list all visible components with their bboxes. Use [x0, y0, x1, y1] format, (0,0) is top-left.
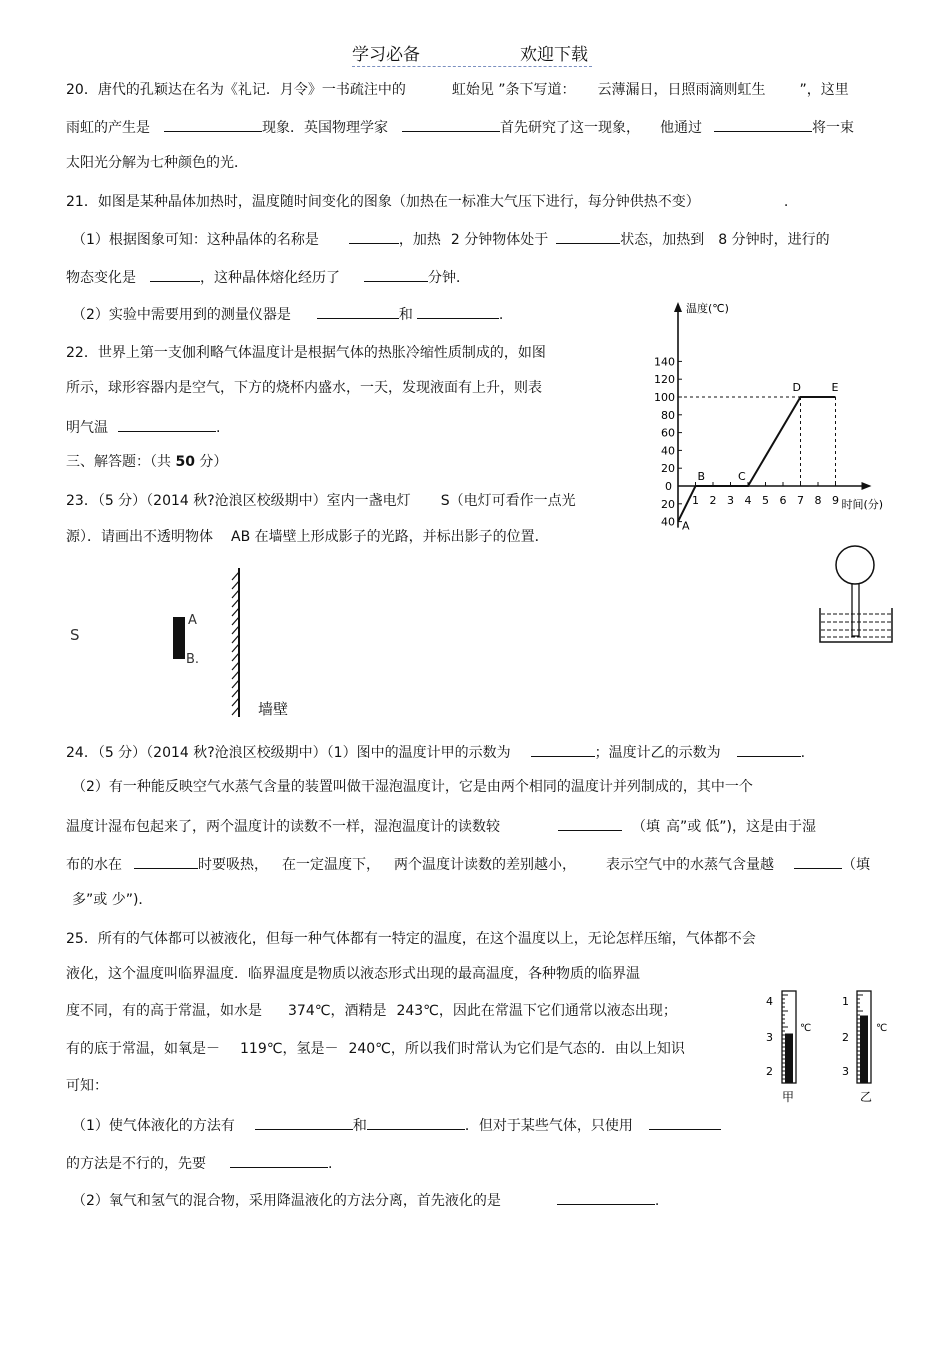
- shadow-diagram: [60, 562, 320, 727]
- object-ab: [173, 617, 185, 659]
- answer-blank[interactable]: [402, 116, 500, 132]
- x-axis-arrow: [862, 482, 872, 490]
- thermometer-jia: [766, 991, 811, 1104]
- galileo-thermometer: [812, 542, 902, 647]
- y-tick-label: 20: [661, 462, 675, 476]
- q20-line2: 雨虹的产生是 现象．英国物理学家 首先研究了这一现象， 他通过 将一束: [66, 116, 854, 138]
- answer-blank[interactable]: [794, 853, 842, 869]
- q24-line2: （2）有一种能反映空气水蒸气含量的装置叫做干湿泡温度计，它是由两个相同的温度计并列制成的，其中一个: [72, 779, 753, 795]
- answer-blank[interactable]: [118, 416, 216, 432]
- lamp-label-s: S: [70, 626, 80, 644]
- answer-blank[interactable]: [558, 815, 622, 831]
- answer-blank[interactable]: [364, 266, 428, 282]
- answer-blank[interactable]: [557, 1189, 655, 1205]
- x-tick-label: 3: [727, 494, 734, 507]
- x-tick-label: 5: [762, 494, 769, 507]
- yi-tick-1: 1: [842, 995, 849, 1008]
- y-tick-label: 140: [654, 355, 675, 369]
- point-label-b: B: [697, 470, 706, 483]
- q25-line3: 度不同，有的高于常温，如水是 374℃，酒精是 243℃，因此在常温下它们通常以液态出现；: [66, 1003, 677, 1019]
- yi-tick-3: 3: [842, 1065, 849, 1078]
- q25-line1: 25．所有的气体都可以被液化，但每一种气体都有一特定的温度，在这个温度以上，无论怎样压缩，气体都不会: [66, 931, 756, 947]
- q21-line1: 21．如图是某种晶体加热时，温度随时间变化的图象（加热在一标准大气压下进行，每分钟供热不变） .: [66, 194, 789, 210]
- q20-line3: 太阳光分解为七种颜色的光．: [66, 155, 248, 171]
- wall-label: 墙壁: [258, 700, 289, 718]
- water-level-lines: [821, 614, 891, 637]
- point-label-d: D: [792, 381, 801, 394]
- answer-blank[interactable]: [556, 228, 620, 244]
- wall: [232, 568, 239, 717]
- x-tick-label: 8: [814, 494, 822, 507]
- x-tick-label: 9: [832, 494, 839, 507]
- q22-line3: 明气温 .: [66, 416, 220, 438]
- thermometers-figure: [766, 985, 910, 1110]
- label-a: A: [188, 613, 197, 628]
- y-tick-label: 20: [661, 497, 675, 511]
- thermometer-yi-liquid: [860, 1016, 868, 1084]
- y-tick-label: 60: [661, 426, 675, 440]
- label-b: B.: [186, 652, 200, 667]
- jia-tick-4: 4: [766, 995, 773, 1008]
- glass-tube: [852, 583, 859, 636]
- y-tick-label: 80: [661, 408, 675, 422]
- answer-blank[interactable]: [317, 303, 399, 319]
- y-axis-arrow: [674, 302, 682, 312]
- header-left: 学习必备: [352, 45, 420, 65]
- origin-label: 0: [665, 480, 672, 493]
- jia-tick-2: 2: [766, 1065, 773, 1078]
- section-title: 三、解答题：（共 50 分）: [66, 454, 228, 470]
- answer-blank[interactable]: [349, 228, 399, 244]
- q25-line7: 的方法是不行的，先要 .: [66, 1152, 332, 1174]
- q24-line3: 温度计湿布包起来了，两个温度计的读数不一样，湿泡温度计的读数较 （填 高”或 低”)，这是由于湿: [66, 815, 816, 837]
- point-label-a: A: [682, 519, 690, 533]
- q25-line2: 液化，这个温度叫临界温度．临界温度是物质以液态形式出现的最高温度，各种物质的临界温: [66, 966, 640, 982]
- yi-tick-2: 2: [842, 1031, 849, 1044]
- answer-blank[interactable]: [150, 266, 200, 282]
- q21-line2: （1）根据图象可知：这种晶体的名称是 ，加热 2 分钟物体处于 状态，加热到 8 分钟时，进行的: [72, 228, 830, 250]
- x-tick-label: 2: [709, 494, 717, 507]
- air-bulb: [836, 546, 874, 584]
- q24-line1: 24．（5 分）（2014 秋?沧浪区校级期中）（1）图中的温度计甲的示数为 ；温度计乙的示数为 .: [66, 741, 805, 763]
- series-line: [678, 397, 836, 522]
- jia-unit: ℃: [800, 1023, 812, 1034]
- point-label-c: C: [738, 470, 746, 483]
- temperature-time-chart: [650, 298, 930, 543]
- jia-label: 甲: [782, 1090, 795, 1104]
- q20-line1: 20．唐代的孔颖达在名为《礼记．月令》一书疏注中的 虹始见 ”条下写道： 云薄漏日，日照雨滴则虹生 ”，这里: [66, 82, 849, 98]
- answer-blank[interactable]: [737, 741, 801, 757]
- q25-line8: （2）氧气和氢气的混合物，采用降温液化的方法分离，首先液化的是 .: [72, 1189, 659, 1211]
- q22-line1: 22．世界上第一支伽利略气体温度计是根据气体的热胀冷缩性质制成的，如图: [66, 345, 546, 361]
- q25-line6: （1）使气体液化的方法有 和 ．但对于某些气体，只使用: [72, 1114, 721, 1136]
- x-tick-label: 6: [779, 494, 787, 507]
- q21-line4: （2）实验中需要用到的测量仪器是 和 .: [72, 303, 503, 325]
- header-right: 欢迎下载: [520, 45, 588, 65]
- x-tick-label: 4: [744, 494, 752, 507]
- thermometer-jia-liquid: [785, 1034, 793, 1084]
- answer-blank[interactable]: [230, 1152, 328, 1168]
- q24-line4: 布的水在 时要吸热， 在一定温度下， 两个温度计读数的差别越小， 表示空气中的水蒸气含量越 （填: [66, 853, 870, 875]
- y-tick-label: 40: [661, 515, 675, 529]
- jia-tick-3: 3: [766, 1031, 773, 1044]
- answer-blank[interactable]: [531, 741, 595, 757]
- q22-line2: 所示，球形容器内是空气，下方的烧杯内盛水，一天，发现液面有上升，则表: [66, 380, 542, 396]
- q25-line4: 有的底于常温，如氧是－ 119℃，氢是－ 240℃，所以我们时常认为它们是气态的．由以上知识: [66, 1041, 685, 1057]
- q23-line1: 23．（5 分）（2014 秋?沧浪区校级期中）室内一盏电灯 S（电灯可看作一点光: [66, 493, 576, 509]
- page-header: [352, 40, 592, 67]
- answer-blank[interactable]: [417, 303, 499, 319]
- answer-blank[interactable]: [164, 116, 262, 132]
- q23-line2: 源）．请画出不透明物体 AB 在墙壁上形成影子的光路，并标出影子的位置．: [66, 529, 549, 545]
- q25-line5: 可知：: [66, 1078, 108, 1094]
- answer-blank[interactable]: [714, 116, 812, 132]
- answer-blank[interactable]: [367, 1114, 465, 1130]
- x-tick-label: 7: [797, 494, 804, 507]
- y-tick-label: 100: [654, 391, 675, 404]
- answer-blank[interactable]: [649, 1114, 721, 1130]
- answer-blank[interactable]: [134, 853, 198, 869]
- q21-line3: 物态变化是 ，这种晶体熔化经历了 分钟．: [66, 266, 470, 288]
- x-tick-label: 1: [692, 494, 699, 507]
- y-axis-label: 温度(℃): [686, 302, 729, 315]
- thermometer-yi: [842, 991, 887, 1104]
- answer-blank[interactable]: [255, 1114, 353, 1130]
- x-axis-label: 时间(分): [841, 498, 884, 511]
- q24-line5: 多”或 少”)．: [72, 892, 153, 908]
- y-tick-label: 40: [661, 444, 675, 458]
- point-label-e: E: [831, 381, 839, 394]
- yi-label: 乙: [860, 1090, 873, 1104]
- y-tick-label: 120: [654, 373, 675, 387]
- yi-unit: ℃: [876, 1023, 888, 1034]
